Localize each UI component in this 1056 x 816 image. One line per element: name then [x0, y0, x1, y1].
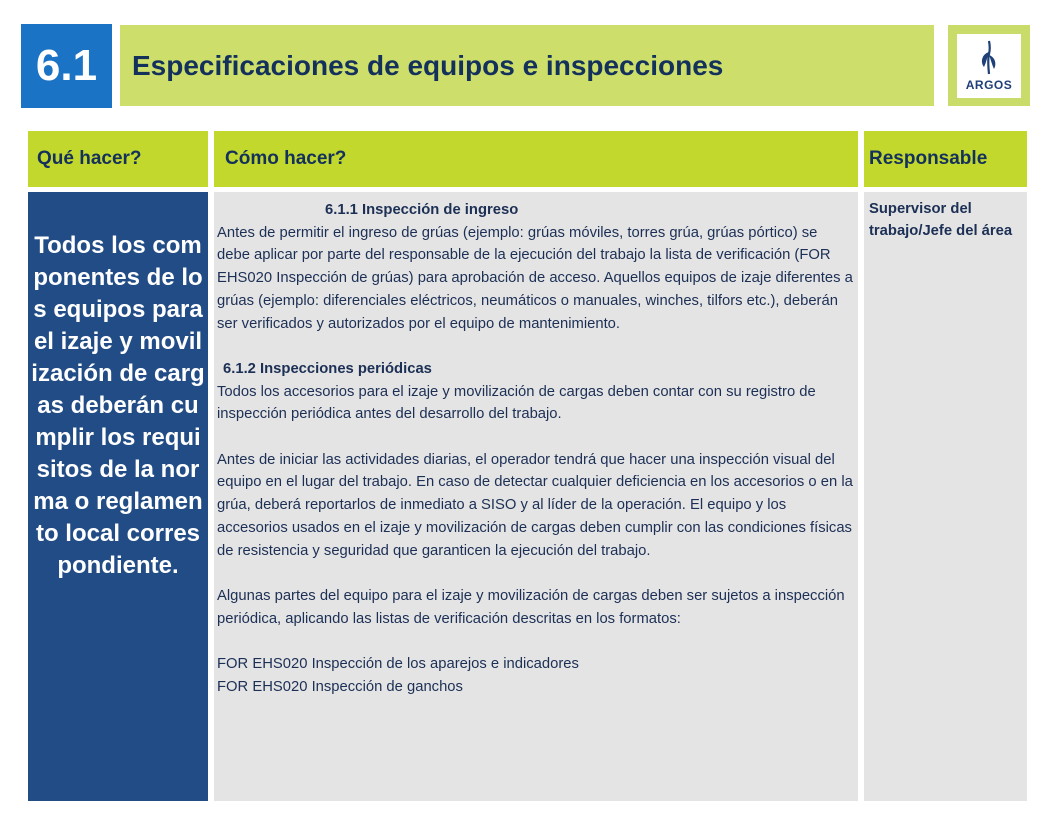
header-responsable: Responsable	[864, 131, 1027, 187]
title-bar	[120, 25, 934, 106]
section-number: 6.1	[21, 24, 112, 108]
paragraph-periodicas: Todos los accesorios para el izaje y movilización de cargas deben contar con su registro de inspección periódica antes del desarrollo del trabajo.	[217, 383, 816, 423]
header-como-hacer: Cómo hacer?	[214, 131, 858, 187]
como-hacer-cell	[214, 192, 858, 801]
logo-text: ARGOS	[965, 77, 1013, 92]
que-hacer-text: Todos los componentes de los equipos para el izaje y movilización de cargas deberán cumplir los requisitos de la norma o reglamento local correspondiente.	[31, 232, 205, 579]
right-edge	[1044, 0, 1056, 816]
argos-leaf-icon	[976, 40, 1002, 76]
section-heading-periodicas: 6.1.2 Inspecciones periódicas	[223, 360, 432, 377]
logo	[948, 25, 1030, 106]
format-ganchos: FOR EHS020 Inspección de ganchos	[217, 678, 463, 695]
paragraph-inspeccion-visual: Antes de iniciar las actividades diarias, el operador tendrá que hacer una inspección visual del equipo en el lugar del trabajo. En caso de detectar cualquier deficiencia en los accesorios o en la grúa, deberá reportarlos de inmediato a SISO y al líder de la operación. El equipo y los accesorios usados en el izaje y movilización de cargas deben cumplir con las condiciones físicas de resistencia y seguridad que garanticen la ejecución del trabajo.	[217, 451, 853, 559]
logo-inner	[957, 34, 1021, 98]
responsable-cell	[864, 192, 1027, 801]
format-aparejos: FOR EHS020 Inspección de los aparejos e indicadores	[217, 656, 579, 672]
paragraph-partes-equipo: Algunas partes del equipo para el izaje y movilización de cargas deben ser sujetos a inspección periódica, aplicando las listas de verificación descritas en los formatos:	[217, 587, 845, 627]
page-title: Especificaciones de equipos e inspecciones	[132, 49, 724, 81]
header-que-hacer: Qué hacer?	[28, 131, 208, 187]
responsable-text: Supervisor del trabajo/Jefe del área	[869, 201, 1013, 239]
que-hacer-cell	[28, 192, 208, 801]
paragraph-ingreso: Antes de permitir el ingreso de grúas (ejemplo: grúas móviles, torres grúa, grúas pórtico) se debe aplicar por parte del responsable de la ejecución del trabajo la lista de verificación (FOR EHS020 Inspección de grúas) para aprobación de acceso. Aquellos equipos de izaje diferentes a grúas (ejemplo: diferenciales eléctricos, neumáticos o manuales, winches, tilfors etc.), deberán ser verificados y autorizados por el equipo de mantenimiento.	[217, 224, 853, 332]
section-heading-ingreso: 6.1.1 Inspección de ingreso	[325, 202, 519, 218]
